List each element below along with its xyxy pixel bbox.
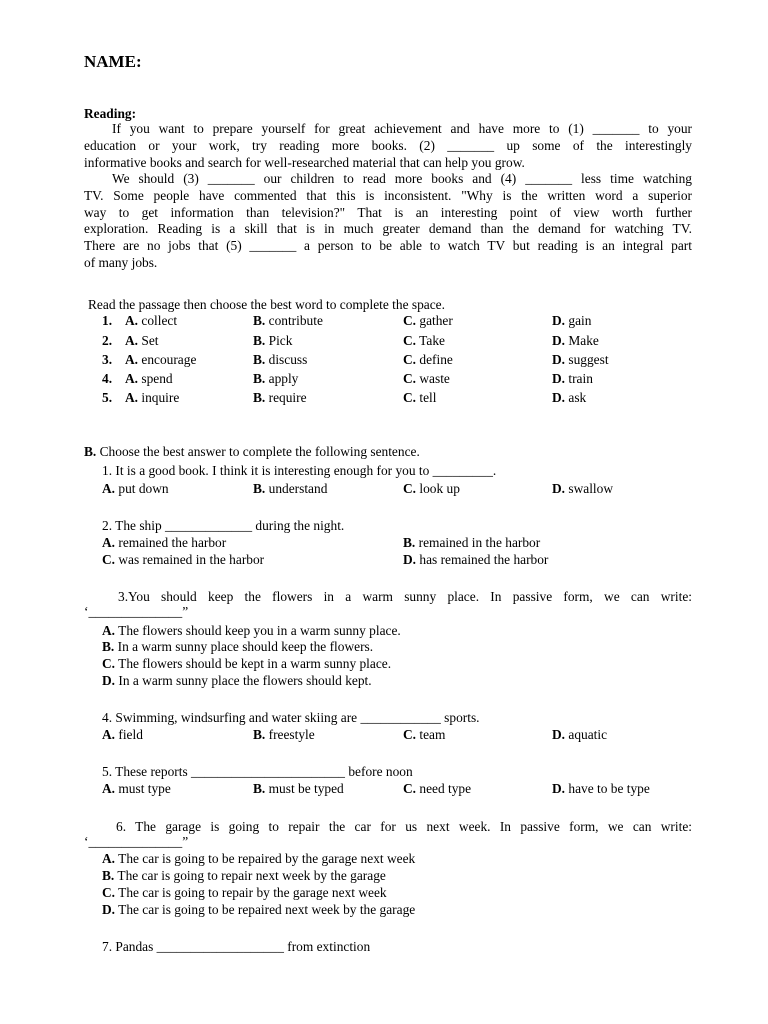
question-number: 1. <box>102 313 113 328</box>
question-1-stem: 1. It is a good book. I think it is interesting enough for you to _________. <box>102 463 497 478</box>
question-1-options <box>0 481 768 498</box>
option-c: C. The flowers should be kept in a warm sunny place. <box>102 656 392 671</box>
question-number: 4. <box>102 371 113 386</box>
option-d: D. In a warm sunny place the flowers should kept. <box>102 673 372 688</box>
paragraph-line: TV. Some people have commented that this is inconsistent. "Why is the written word a superior <box>84 187 692 203</box>
option-b: B. must be typed <box>253 781 344 796</box>
option-a: A. spend <box>125 371 173 386</box>
reading-paragraph-1 <box>84 121 692 171</box>
option-a: A. encourage <box>125 352 197 367</box>
option-a: A. Set <box>125 333 159 348</box>
question-number: 2. <box>102 333 113 348</box>
option-b: B. require <box>253 390 307 405</box>
option-c: C. define <box>403 352 453 367</box>
option-b: B. remained in the harbor <box>403 535 541 550</box>
option-a: A. inquire <box>125 390 180 405</box>
option-b: B. Pick <box>253 333 293 348</box>
option-a: A. The flowers should keep you in a warm sunny place. <box>102 623 401 638</box>
option-b: B. contribute <box>253 313 323 328</box>
option-c: C. was remained in the harbor <box>102 552 265 567</box>
option-c: C. team <box>403 727 446 742</box>
option-c: C. tell <box>403 390 437 405</box>
option-b: B. freestyle <box>253 727 315 742</box>
reading-question-row <box>0 352 768 369</box>
name-label: NAME: <box>84 52 142 71</box>
paragraph-line: We should (3) _______ our children to read more books and (4) _______ less time watching <box>112 171 692 186</box>
question-7-stem: 7. Pandas ___________________ from extinction <box>102 939 371 954</box>
question-2-options <box>0 535 768 552</box>
question-2-stem: 2. The ship _____________ during the night. <box>102 518 345 533</box>
reading-question-row <box>0 313 768 330</box>
question-2-options <box>0 552 768 569</box>
paragraph-line: of many jobs. <box>84 254 158 270</box>
question-number: 3. <box>102 352 113 367</box>
reading-question-row <box>0 390 768 407</box>
question-5-stem: 5. These reports _______________________ before noon <box>102 764 413 779</box>
option-a: A. remained the harbor <box>102 535 227 550</box>
reading-question-row <box>0 333 768 350</box>
option-d: D. train <box>552 371 593 386</box>
option-b: B. apply <box>253 371 299 386</box>
question-4-stem: 4. Swimming, windsurfing and water skiing are ____________ sports. <box>102 710 480 725</box>
question-5-options <box>0 781 768 798</box>
option-a: A. field <box>102 727 143 742</box>
option-d: D. has remained the harbor <box>403 552 549 567</box>
option-c: C. need type <box>403 781 472 796</box>
paragraph-line: education or your work, try reading more books. (2) _______ up some of the interestingly <box>84 137 692 153</box>
paragraph-line: exploration. Reading is a skill that is in much greater demand than the demand for watching TV. <box>84 221 692 237</box>
paragraph-line: way to get information than television?" That is an interesting point of view worth further <box>84 204 692 220</box>
reading-question-row <box>0 371 768 388</box>
option-d: D. The car is going to be repaired next week by the garage <box>102 902 416 917</box>
option-b: B. In a warm sunny place should keep the flowers. <box>102 639 374 654</box>
option-c: C. gather <box>403 313 453 328</box>
question-6-stem: 6. The garage is going to repair the car for us next week. In passive form, we can write: <box>116 819 692 834</box>
option-d: D. Make <box>552 333 599 348</box>
option-c: C. The car is going to repair by the garage next week <box>102 885 387 900</box>
paragraph-line: informative books and search for well-researched material that can help you grow. <box>84 154 525 170</box>
option-d: D. swallow <box>552 481 614 496</box>
question-number: 5. <box>102 390 113 405</box>
option-b: B. understand <box>253 481 328 496</box>
reading-title: Reading: <box>84 106 137 121</box>
option-c: C. look up <box>403 481 460 496</box>
option-b: B. discuss <box>253 352 308 367</box>
question-4-options <box>0 727 768 744</box>
option-d: D. ask <box>552 390 587 405</box>
option-a: A. collect <box>125 313 178 328</box>
option-d: D. suggest <box>552 352 609 367</box>
question-3-answer-blank: ‘______________” <box>84 604 189 619</box>
reading-paragraph-2 <box>84 171 692 272</box>
option-a: A. The car is going to be repaired by the garage next week <box>102 851 416 866</box>
option-b: B. The car is going to repair next week by the garage <box>102 868 386 883</box>
question-3-stem: 3.You should keep the flowers in a warm sunny place. In passive form, we can write: <box>118 589 692 604</box>
option-a: A. put down <box>102 481 169 496</box>
option-c: C. Take <box>403 333 445 348</box>
option-d: D. aquatic <box>552 727 608 742</box>
paragraph-line: There are no jobs that (5) _______ a person to be able to watch TV but reading is an integral part <box>84 238 692 254</box>
option-d: D. gain <box>552 313 592 328</box>
option-a: A. must type <box>102 781 171 796</box>
question-6-answer-blank: ‘______________” <box>84 834 189 849</box>
paragraph-line: If you want to prepare yourself for great achievement and have more to (1) _______ to your <box>112 121 692 136</box>
section-b-instruction: B. Choose the best answer to complete the following sentence. <box>84 444 420 459</box>
option-c: C. waste <box>403 371 450 386</box>
reading-instruction: Read the passage then choose the best word to complete the space. <box>88 297 445 312</box>
option-d: D. have to be type <box>552 781 650 796</box>
